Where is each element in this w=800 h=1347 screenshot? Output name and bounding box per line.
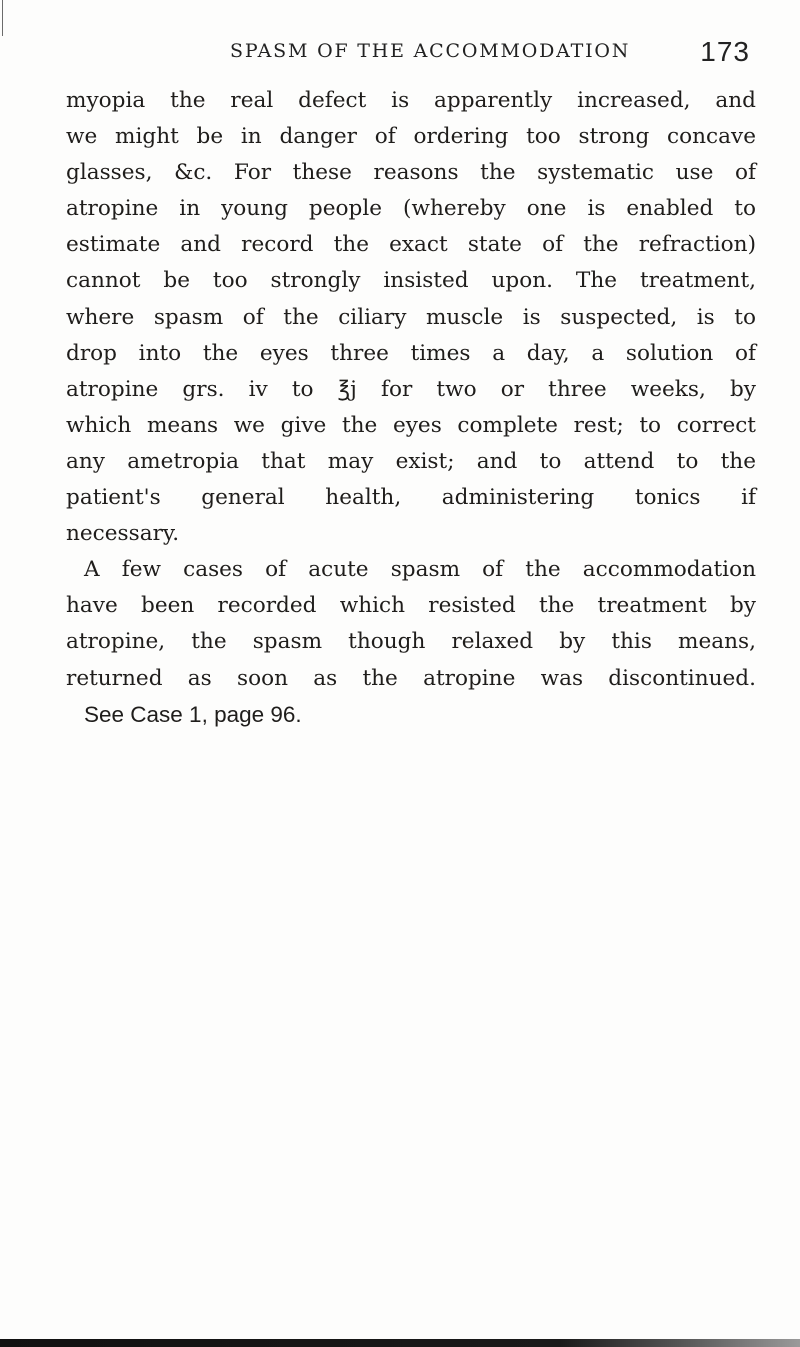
- text-line: drop into the eyes three times a day, a solution of: [66, 340, 756, 366]
- text-line: where spasm of the ciliary muscle is suspected, is to: [66, 304, 756, 330]
- text-line: we might be in danger of ordering too strong concave: [66, 124, 756, 150]
- paragraph-start-line: A few cases of acute spasm of the accommodation: [84, 557, 756, 583]
- text-line: returned as soon as the atropine was discontinued.: [66, 665, 756, 691]
- bottom-scan-edge: [0, 1339, 800, 1347]
- text-line: have been recorded which resisted the treatment by: [66, 593, 756, 619]
- text-line: which means we give the eyes complete rest; to correct: [66, 412, 756, 438]
- page-number: 173: [700, 36, 750, 67]
- text-line: estimate and record the exact state of the refraction): [66, 232, 756, 258]
- running-head-title: SPASM OF THE ACCOMMODATION: [230, 40, 631, 62]
- text-line: atropine in young people (whereby one is enabled to: [66, 196, 756, 222]
- text-line: patient's general health, administering tonics if: [66, 485, 756, 511]
- running-head: [230, 36, 750, 72]
- page-edge-line: [2, 0, 3, 36]
- text-line: glasses, &c. For these reasons the systematic use of: [66, 160, 756, 186]
- text-line: atropine, the spasm though relaxed by this means,: [66, 629, 756, 655]
- text-line: necessary.: [66, 521, 180, 547]
- body-text: [66, 83, 756, 733]
- text-line: myopia the real defect is apparently increased, and: [66, 88, 756, 113]
- text-line: atropine grs. iv to ℥j for two or three weeks, by: [66, 376, 756, 402]
- cross-reference-line: See Case 1, page 96.: [84, 701, 302, 727]
- text-line: any ametropia that may exist; and to attend to the: [66, 448, 756, 474]
- text-line: cannot be too strongly insisted upon. The treatment,: [66, 268, 756, 294]
